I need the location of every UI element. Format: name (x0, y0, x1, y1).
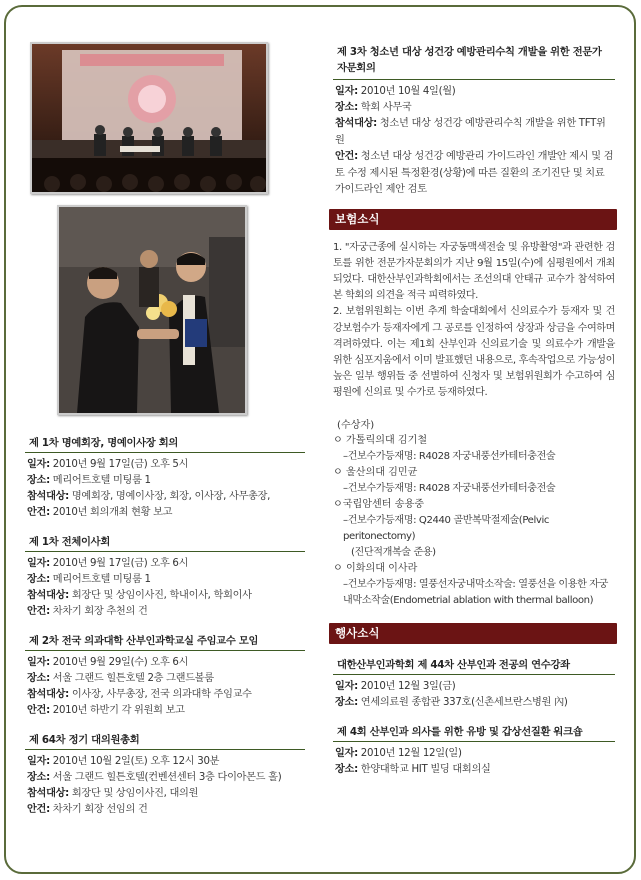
left-column (25, 432, 305, 828)
event-row: 일자: 2010년 9월 17일(금) 오후 5시 (27, 459, 189, 470)
event-block-3 (25, 630, 305, 719)
event-row: 안건: 차차기 회장 선임의 건 (27, 804, 148, 815)
event-row: 참석대상: 회장단 및 상임이사진, 대의원 (27, 788, 199, 799)
event-block-1 (25, 432, 305, 521)
event-row: 안건: 차차기 회장 추천의 건 (27, 606, 148, 617)
event-row: 장소: 한양대학교 HIT 빌딩 대회의실 (335, 763, 491, 775)
event-title: 제 2차 전국 의과대학 산부인과학교실 주임교수 모임 (25, 630, 305, 651)
awardee-name: ㅇ 가톨릭의대 김기철 (333, 434, 428, 446)
event-row: 장소: 메리어트호텔 미팅룸 1 (27, 475, 151, 486)
event-row: 장소: 연세의료원 종합관 337호(신촌세브란스병원 內) (335, 696, 568, 708)
event-row: 장소: 메리어트호텔 미팅룸 1 (27, 574, 151, 585)
event-row: 일자: 2010년 12월 3일(금) (335, 680, 456, 692)
event-title: 제 64차 정기 대의원총회 (25, 729, 305, 750)
event-block-workshop (333, 721, 615, 778)
event-row: 참석대상: 청소년 대상 성건강 예방관리수칙 개발을 위한 TFT위원 (335, 118, 606, 146)
event-title: 제 4회 산부인과 의사를 위한 유방 및 갑상선질환 워크숍 (333, 721, 615, 742)
event-row: 안건: 2010년 회의개최 현황 보고 (27, 507, 173, 518)
event-title: 대한산부인과학회 제 44차 산부인과 전공의 연수강좌 (333, 654, 615, 675)
awardee-name: ㅇ 울산의대 김민균 (333, 466, 418, 478)
event-block-advisory (333, 42, 615, 199)
award-ceremony-photo (57, 205, 247, 415)
event-row: 장소: 서울 그랜드 힐튼호텔(컨벤션센터 3층 다이아몬드 홀) (27, 772, 282, 783)
event-row: 안건: 2010년 하반기 각 위원회 보고 (27, 705, 185, 716)
event-row: 참석대상: 이사장, 사무총장, 전국 의과대학 주임교수 (27, 689, 252, 700)
event-row: 일자: 2010년 10월 2일(토) 오후 12시 30분 (27, 756, 220, 767)
awardee-item: –건보수가등재명: Q2440 골반복막절제술(Pelvic peritonectomy) (343, 514, 550, 542)
event-row: 참석대상: 회장단 및 상임이사진, 학내이사, 학회이사 (27, 590, 252, 601)
event-row: 일자: 2010년 10월 4일(월) (335, 86, 456, 97)
event-row: 일자: 2010년 9월 17일(금) 오후 6시 (27, 558, 189, 569)
event-title: 제 1차 명예회장, 명예이사장 회의 (25, 432, 305, 453)
event-row: 안건: 청소년 대상 성건강 예방관리 가이드라인 개발안 제시 및 검토 수정 제시된 특정환경(상황)에 따른 질환의 조기진단 및 치료 가이드라인 제안 검토 (335, 151, 614, 195)
insurance-paragraph-1: 1. "자궁근종에 실시하는 자궁동맥색전술 및 유방촬영"과 관련한 검토를 위한 전문가자문회의가 지난 9월 15일(수)에 심평원에서 개최되었다. 대한산부인과학회에서는 조선의대 안태규 교수가 참석하여 본 학회의 의견을 적극 피력하였다. (333, 241, 615, 302)
conference-stage-photo (30, 42, 268, 194)
event-row: 장소: 서울 그랜드 힐튼호텔 2층 그랜드볼룸 (27, 673, 214, 684)
event-row: 참석대상: 명예회장, 명예이사장, 회장, 이사장, 사무총장, (27, 491, 271, 502)
awardee-item: –건보수가등재명: 열풍선자궁내막소작술: 열풍선을 이용한 자궁 내막소작술(Endometrial ablation with thermal balloon) (343, 578, 608, 606)
event-block-4 (25, 729, 305, 818)
event-row: 일자: 2010년 12월 12일(일) (335, 747, 462, 759)
awardee-list (333, 433, 615, 609)
event-title: 제 3차 청소년 대상 성건강 예방관리수칙 개발을 위한 전문가 자문회의 (333, 42, 615, 80)
awardees-heading: (수상자) (337, 419, 375, 431)
awardee-item: (진단적개복술 준용) (351, 546, 436, 558)
awardee-name: ㅇ 이화의대 이사라 (333, 562, 418, 574)
event-row: 일자: 2010년 9월 29일(수) 오후 6시 (27, 657, 189, 668)
awardee-name: ㅇ국립암센터 송용중 (333, 498, 424, 510)
awardee-item: –건보수가등재명: R4028 자궁내풍선카테터충전술 (343, 450, 556, 462)
right-column (333, 42, 615, 788)
events-section-heading: 행사소식 (329, 623, 617, 644)
insurance-paragraph-2: 2. 보험위원회는 이번 추계 학술대회에서 신의료수가 등재자 및 건강보험수가 등재자에게 그 공로를 인정하여 상장과 상금을 수여하며 격려하였다. 이는 제1회 산부인과 신의료기술 및 의료수가 개발을 위한 심포지움에서 이미 발표했던 내용으로, 후속작업으로 가능성이 높은 일부 행위들 중 선별하여 신청자 및 보험위원회가 수고하여 심평원에 신의료 및 수가로 등재하였다. (333, 306, 615, 399)
event-title: 제 1차 전체이사회 (25, 531, 305, 552)
event-block-training (333, 654, 615, 711)
awardee-item: –건보수가등재명: R4028 자궁내풍선카테터충전술 (343, 482, 556, 494)
event-block-2 (25, 531, 305, 620)
event-row: 장소: 학회 사무국 (335, 102, 412, 113)
insurance-section-heading: 보험소식 (329, 209, 617, 230)
